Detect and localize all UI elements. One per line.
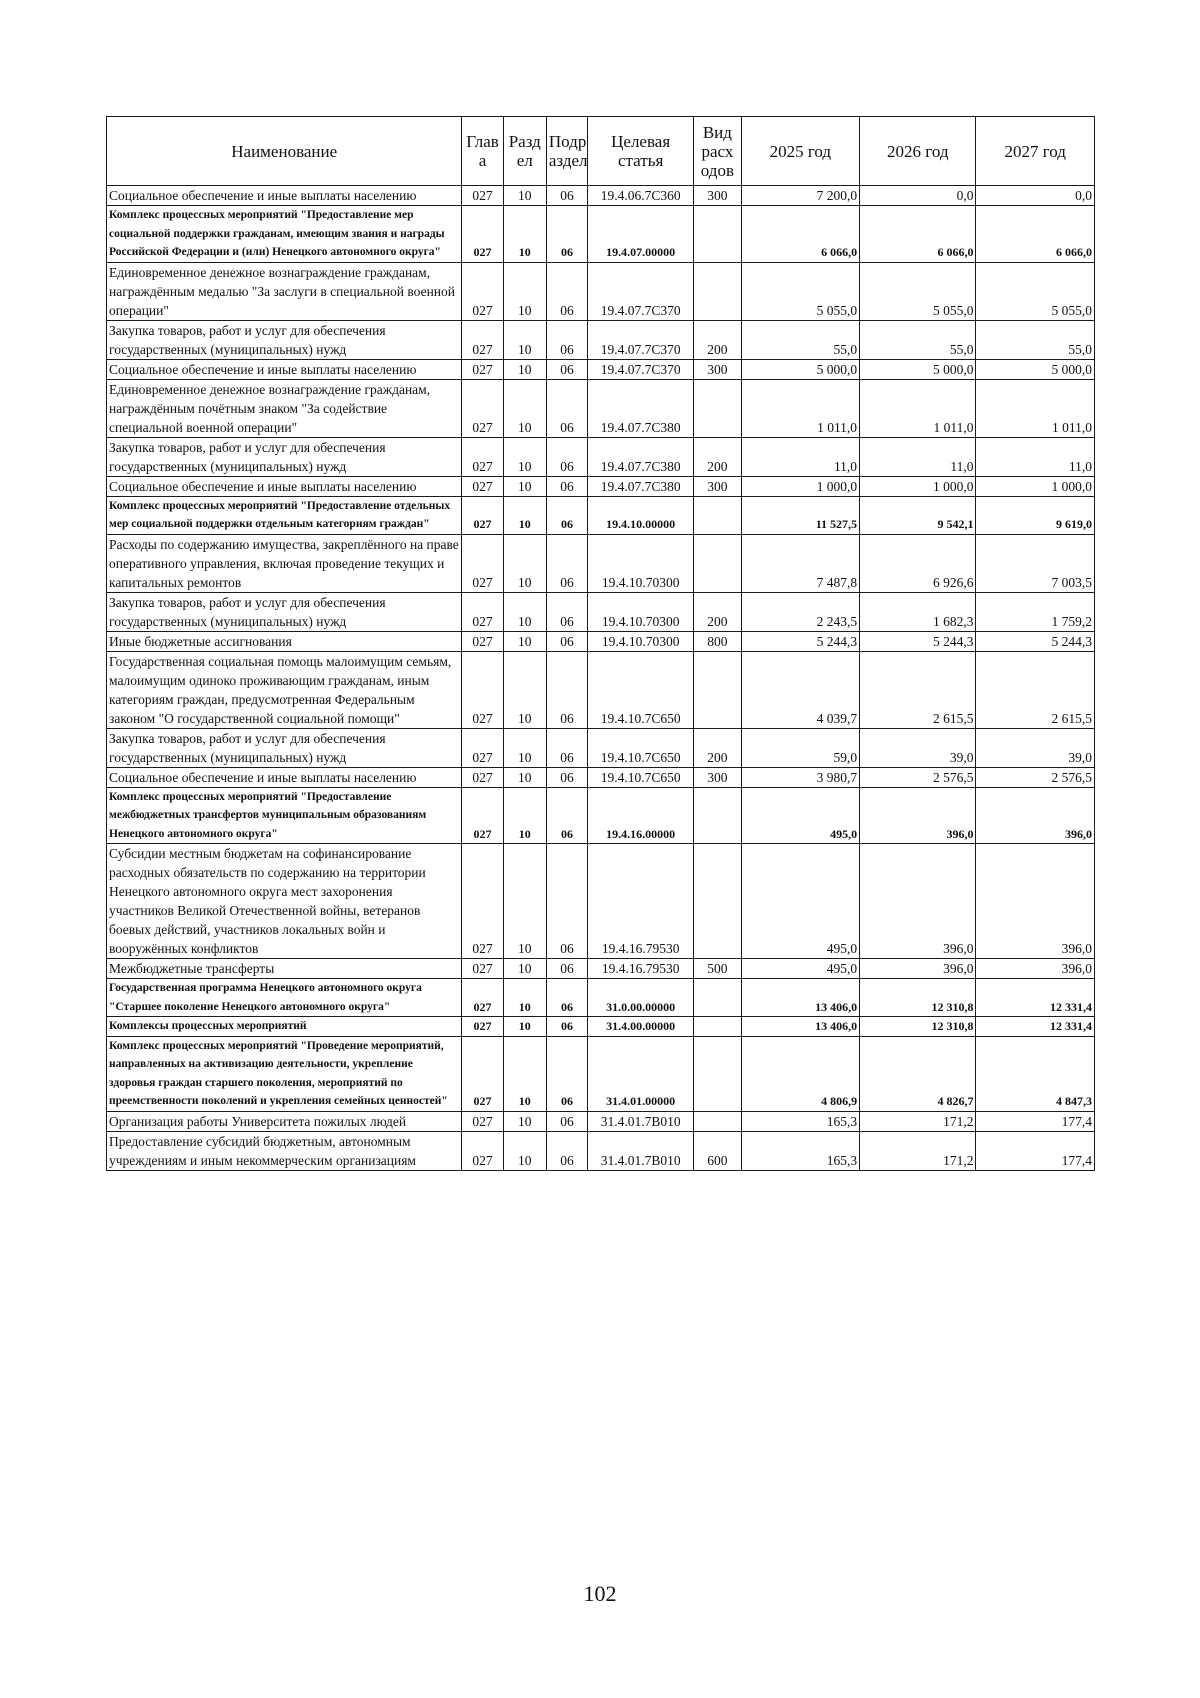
row-name: Комплекс процессных мероприятий "Предоставление межбюджетных трансфертов муниципальным образованиям Ненецкого автономного округа" — [107, 787, 462, 844]
row-value-2025: 3 980,7 — [741, 767, 859, 787]
row-name: Государственная программа Ненецкого автономного округа "Старшее поколение Ненецкого автономного округа" — [107, 979, 462, 1017]
row-value-2025: 165,3 — [741, 1111, 859, 1131]
row-podrazdel: 06 — [546, 437, 587, 476]
row-expense-type: 600 — [694, 1131, 741, 1170]
row-podrazdel: 06 — [546, 959, 587, 979]
row-podrazdel: 06 — [546, 1111, 587, 1131]
row-razdel: 10 — [503, 787, 546, 844]
row-expense-type — [694, 979, 741, 1017]
table-row — [107, 651, 1095, 728]
row-value-2025: 5 244,3 — [741, 631, 859, 651]
table-row — [107, 534, 1095, 592]
table-row — [107, 1036, 1095, 1111]
row-expense-type: 800 — [694, 631, 741, 651]
row-value-2026: 2 576,5 — [860, 767, 976, 787]
row-value-2025: 495,0 — [741, 959, 859, 979]
row-name: Закупка товаров, работ и услуг для обеспечения государственных (муниципальных) нужд — [107, 728, 462, 767]
row-glava: 027 — [462, 206, 503, 263]
row-podrazdel: 06 — [546, 728, 587, 767]
row-glava: 027 — [462, 728, 503, 767]
row-value-2026: 0,0 — [860, 186, 976, 206]
row-article: 19.4.07.7С370 — [588, 359, 694, 379]
row-value-2025: 55,0 — [741, 320, 859, 359]
row-glava: 027 — [462, 959, 503, 979]
row-razdel: 10 — [503, 1036, 546, 1111]
header-article: Целевая статья — [588, 117, 694, 186]
table-row — [107, 1111, 1095, 1131]
row-razdel: 10 — [503, 206, 546, 263]
row-name: Комплекс процессных мероприятий "Проведение мероприятий, направленных на активизацию деятельности, укрепление здоровья граждан старшего поколения, мероприятий по преемственности поколений и укрепления семейных ценностей" — [107, 1036, 462, 1111]
table-body — [107, 186, 1095, 1171]
row-name: Межбюджетные трансферты — [107, 959, 462, 979]
row-razdel: 10 — [503, 592, 546, 631]
row-expense-type: 300 — [694, 476, 741, 496]
row-article: 19.4.16.79530 — [588, 959, 694, 979]
table-header-row — [107, 117, 1095, 186]
row-razdel: 10 — [503, 844, 546, 959]
row-value-2026: 9 542,1 — [860, 496, 976, 534]
row-article: 19.4.16.00000 — [588, 787, 694, 844]
row-glava: 027 — [462, 320, 503, 359]
row-name: Субсидии местным бюджетам на софинансирование расходных обязательств по содержанию на территории Ненецкого автономного округа мест захоронения участников Великой Отечественной войны, ветеранов боевых действий, участников локальных войн и вооружённых конфликтов — [107, 844, 462, 959]
row-name: Организация работы Университета пожилых людей — [107, 1111, 462, 1131]
row-razdel: 10 — [503, 767, 546, 787]
row-expense-type: 200 — [694, 592, 741, 631]
row-razdel: 10 — [503, 1017, 546, 1037]
table-row — [107, 496, 1095, 534]
row-value-2027: 1 000,0 — [976, 476, 1095, 496]
row-value-2027: 1 011,0 — [976, 379, 1095, 437]
row-glava: 027 — [462, 979, 503, 1017]
row-value-2025: 11,0 — [741, 437, 859, 476]
row-glava: 027 — [462, 844, 503, 959]
row-value-2025: 1 000,0 — [741, 476, 859, 496]
header-name: Наименование — [107, 117, 462, 186]
table-row — [107, 787, 1095, 844]
row-glava: 027 — [462, 379, 503, 437]
row-razdel: 10 — [503, 631, 546, 651]
table-row — [107, 959, 1095, 979]
row-value-2026: 1 682,3 — [860, 592, 976, 631]
row-glava: 027 — [462, 359, 503, 379]
row-name: Иные бюджетные ассигнования — [107, 631, 462, 651]
table-row — [107, 320, 1095, 359]
row-glava: 027 — [462, 1036, 503, 1111]
row-name: Закупка товаров, работ и услуг для обеспечения государственных (муниципальных) нужд — [107, 320, 462, 359]
row-article: 31.0.00.00000 — [588, 979, 694, 1017]
header-2026: 2026 год — [860, 117, 976, 186]
row-value-2025: 165,3 — [741, 1131, 859, 1170]
row-name: Социальное обеспечение и иные выплаты населению — [107, 476, 462, 496]
row-razdel: 10 — [503, 651, 546, 728]
row-value-2025: 6 066,0 — [741, 206, 859, 263]
row-article: 19.4.07.7С380 — [588, 437, 694, 476]
row-razdel: 10 — [503, 320, 546, 359]
row-name: Социальное обеспечение и иные выплаты населению — [107, 767, 462, 787]
row-razdel: 10 — [503, 476, 546, 496]
row-value-2025: 1 011,0 — [741, 379, 859, 437]
row-value-2027: 1 759,2 — [976, 592, 1095, 631]
header-glava: Глав а — [462, 117, 503, 186]
row-expense-type: 200 — [694, 320, 741, 359]
table-row — [107, 437, 1095, 476]
row-glava: 027 — [462, 186, 503, 206]
row-glava: 027 — [462, 631, 503, 651]
row-expense-type — [694, 496, 741, 534]
row-razdel: 10 — [503, 728, 546, 767]
row-article: 19.4.16.79530 — [588, 844, 694, 959]
row-name: Социальное обеспечение и иные выплаты населению — [107, 186, 462, 206]
row-razdel: 10 — [503, 959, 546, 979]
row-article: 19.4.10.70300 — [588, 592, 694, 631]
row-name: Единовременное денежное вознаграждение гражданам, награждённым почётным знаком "За содействие специальной военной операции" — [107, 379, 462, 437]
row-name: Комплекс процессных мероприятий "Предоставление отдельных мер социальной поддержки отдельным категориям граждан" — [107, 496, 462, 534]
row-value-2026: 4 826,7 — [860, 1036, 976, 1111]
page-number: 102 — [583, 1581, 617, 1606]
table-row — [107, 206, 1095, 263]
row-razdel: 10 — [503, 437, 546, 476]
row-glava: 027 — [462, 592, 503, 631]
row-value-2025: 4 806,9 — [741, 1036, 859, 1111]
row-value-2027: 12 331,4 — [976, 1017, 1095, 1037]
header-2027: 2027 год — [976, 117, 1095, 186]
row-value-2025: 13 406,0 — [741, 979, 859, 1017]
row-razdel: 10 — [503, 496, 546, 534]
row-glava: 027 — [462, 767, 503, 787]
row-expense-type — [694, 1036, 741, 1111]
row-value-2027: 11,0 — [976, 437, 1095, 476]
row-razdel: 10 — [503, 186, 546, 206]
row-name: Предоставление субсидий бюджетным, автономным учреждениям и иным некоммерческим организациям — [107, 1131, 462, 1170]
row-podrazdel: 06 — [546, 476, 587, 496]
row-article: 19.4.07.7С370 — [588, 262, 694, 320]
table-row — [107, 767, 1095, 787]
row-glava: 027 — [462, 1131, 503, 1170]
table-row — [107, 1131, 1095, 1170]
row-expense-type — [694, 651, 741, 728]
table-row — [107, 979, 1095, 1017]
row-article: 31.4.01.00000 — [588, 1036, 694, 1111]
row-glava: 027 — [462, 534, 503, 592]
row-article: 19.4.10.00000 — [588, 496, 694, 534]
row-podrazdel: 06 — [546, 359, 587, 379]
row-value-2026: 6 926,6 — [860, 534, 976, 592]
row-podrazdel: 06 — [546, 379, 587, 437]
row-expense-type: 300 — [694, 186, 741, 206]
row-podrazdel: 06 — [546, 496, 587, 534]
row-article: 19.4.10.70300 — [588, 534, 694, 592]
budget-table — [106, 116, 1095, 1171]
table-row — [107, 262, 1095, 320]
table-row — [107, 476, 1095, 496]
row-glava: 027 — [462, 651, 503, 728]
row-value-2026: 55,0 — [860, 320, 976, 359]
row-glava: 027 — [462, 496, 503, 534]
row-podrazdel: 06 — [546, 1036, 587, 1111]
row-value-2027: 12 331,4 — [976, 979, 1095, 1017]
row-podrazdel: 06 — [546, 206, 587, 263]
row-expense-type: 200 — [694, 437, 741, 476]
row-value-2026: 396,0 — [860, 844, 976, 959]
row-expense-type — [694, 1017, 741, 1037]
row-expense-type — [694, 262, 741, 320]
row-value-2027: 55,0 — [976, 320, 1095, 359]
row-podrazdel: 06 — [546, 1017, 587, 1037]
row-expense-type: 200 — [694, 728, 741, 767]
row-expense-type — [694, 1111, 741, 1131]
table-row — [107, 844, 1095, 959]
row-value-2025: 4 039,7 — [741, 651, 859, 728]
row-value-2026: 396,0 — [860, 959, 976, 979]
row-value-2026: 6 066,0 — [860, 206, 976, 263]
row-podrazdel: 06 — [546, 320, 587, 359]
row-value-2026: 12 310,8 — [860, 979, 976, 1017]
row-expense-type: 500 — [694, 959, 741, 979]
row-podrazdel: 06 — [546, 1131, 587, 1170]
row-podrazdel: 06 — [546, 186, 587, 206]
row-glava: 027 — [462, 787, 503, 844]
row-value-2027: 177,4 — [976, 1111, 1095, 1131]
row-podrazdel: 06 — [546, 787, 587, 844]
row-expense-type: 300 — [694, 767, 741, 787]
row-value-2027: 396,0 — [976, 787, 1095, 844]
row-value-2027: 4 847,3 — [976, 1036, 1095, 1111]
row-value-2026: 12 310,8 — [860, 1017, 976, 1037]
row-podrazdel: 06 — [546, 767, 587, 787]
row-value-2027: 396,0 — [976, 959, 1095, 979]
row-value-2026: 171,2 — [860, 1111, 976, 1131]
table-row — [107, 359, 1095, 379]
row-name: Единовременное денежное вознаграждение гражданам, награждённым медалью "За заслуги в специальной военной операции" — [107, 262, 462, 320]
row-article: 19.4.07.7С370 — [588, 320, 694, 359]
row-value-2026: 1 000,0 — [860, 476, 976, 496]
row-value-2027: 6 066,0 — [976, 206, 1095, 263]
row-value-2025: 7 200,0 — [741, 186, 859, 206]
table-row — [107, 186, 1095, 206]
header-expense-type: Вид расх одов — [694, 117, 741, 186]
row-podrazdel: 06 — [546, 979, 587, 1017]
row-value-2027: 5 244,3 — [976, 631, 1095, 651]
row-value-2027: 9 619,0 — [976, 496, 1095, 534]
row-podrazdel: 06 — [546, 844, 587, 959]
row-razdel: 10 — [503, 1131, 546, 1170]
row-name: Комплекс процессных мероприятий "Предоставление мер социальной поддержки гражданам, имеющим звания и награды Российской Федерации и (или) Ненецкого автономного округа" — [107, 206, 462, 263]
row-value-2026: 2 615,5 — [860, 651, 976, 728]
row-article: 19.4.06.7С360 — [588, 186, 694, 206]
row-value-2026: 39,0 — [860, 728, 976, 767]
row-value-2025: 13 406,0 — [741, 1017, 859, 1037]
row-razdel: 10 — [503, 1111, 546, 1131]
row-value-2026: 5 244,3 — [860, 631, 976, 651]
table-row — [107, 1017, 1095, 1037]
row-podrazdel: 06 — [546, 631, 587, 651]
row-value-2027: 0,0 — [976, 186, 1095, 206]
row-value-2027: 39,0 — [976, 728, 1095, 767]
row-podrazdel: 06 — [546, 592, 587, 631]
row-article: 19.4.10.70300 — [588, 631, 694, 651]
table-row — [107, 379, 1095, 437]
row-value-2025: 11 527,5 — [741, 496, 859, 534]
row-podrazdel: 06 — [546, 534, 587, 592]
row-razdel: 10 — [503, 359, 546, 379]
row-article: 19.4.07.00000 — [588, 206, 694, 263]
row-article: 19.4.10.7С650 — [588, 651, 694, 728]
row-value-2027: 2 576,5 — [976, 767, 1095, 787]
row-article: 19.4.07.7С380 — [588, 379, 694, 437]
table-row — [107, 592, 1095, 631]
row-expense-type — [694, 206, 741, 263]
row-article: 31.4.00.00000 — [588, 1017, 694, 1037]
row-value-2025: 2 243,5 — [741, 592, 859, 631]
row-name: Социальное обеспечение и иные выплаты населению — [107, 359, 462, 379]
row-value-2026: 171,2 — [860, 1131, 976, 1170]
row-article: 19.4.10.7С650 — [588, 767, 694, 787]
row-article: 31.4.01.7В010 — [588, 1131, 694, 1170]
row-value-2026: 5 055,0 — [860, 262, 976, 320]
row-name: Комплексы процессных мероприятий — [107, 1017, 462, 1037]
row-razdel: 10 — [503, 979, 546, 1017]
row-value-2027: 5 055,0 — [976, 262, 1095, 320]
row-value-2025: 495,0 — [741, 844, 859, 959]
row-expense-type: 300 — [694, 359, 741, 379]
row-value-2025: 7 487,8 — [741, 534, 859, 592]
header-razdel: Разд ел — [503, 117, 546, 186]
row-name: Расходы по содержанию имущества, закреплённого на праве оперативного управления, включая проведение текущих и капитальных ремонтов — [107, 534, 462, 592]
row-glava: 027 — [462, 262, 503, 320]
row-value-2025: 495,0 — [741, 787, 859, 844]
row-expense-type — [694, 379, 741, 437]
row-razdel: 10 — [503, 262, 546, 320]
row-value-2025: 5 000,0 — [741, 359, 859, 379]
row-article: 31.4.01.7В010 — [588, 1111, 694, 1131]
row-value-2027: 396,0 — [976, 844, 1095, 959]
row-podrazdel: 06 — [546, 262, 587, 320]
row-value-2026: 396,0 — [860, 787, 976, 844]
row-value-2026: 5 000,0 — [860, 359, 976, 379]
table-row — [107, 728, 1095, 767]
table-row — [107, 631, 1095, 651]
row-razdel: 10 — [503, 534, 546, 592]
row-value-2026: 11,0 — [860, 437, 976, 476]
header-2025: 2025 год — [741, 117, 859, 186]
row-article: 19.4.10.7С650 — [588, 728, 694, 767]
row-value-2025: 5 055,0 — [741, 262, 859, 320]
row-name: Государственная социальная помощь малоимущим семьям, малоимущим одиноко проживающим гражданам, иным категориям граждан, предусмотренная Федеральным законом "О государственной социальной помощи" — [107, 651, 462, 728]
row-name: Закупка товаров, работ и услуг для обеспечения государственных (муниципальных) нужд — [107, 592, 462, 631]
header-podrazdel: Подр аздел — [546, 117, 587, 186]
row-article: 19.4.07.7С380 — [588, 476, 694, 496]
row-glava: 027 — [462, 437, 503, 476]
row-expense-type — [694, 787, 741, 844]
row-glava: 027 — [462, 1017, 503, 1037]
row-glava: 027 — [462, 476, 503, 496]
row-value-2025: 59,0 — [741, 728, 859, 767]
row-glava: 027 — [462, 1111, 503, 1131]
row-value-2027: 177,4 — [976, 1131, 1095, 1170]
row-value-2027: 5 000,0 — [976, 359, 1095, 379]
row-razdel: 10 — [503, 379, 546, 437]
row-podrazdel: 06 — [546, 651, 587, 728]
row-value-2027: 7 003,5 — [976, 534, 1095, 592]
row-value-2026: 1 011,0 — [860, 379, 976, 437]
row-name: Закупка товаров, работ и услуг для обеспечения государственных (муниципальных) нужд — [107, 437, 462, 476]
row-expense-type — [694, 534, 741, 592]
row-value-2027: 2 615,5 — [976, 651, 1095, 728]
row-expense-type — [694, 844, 741, 959]
